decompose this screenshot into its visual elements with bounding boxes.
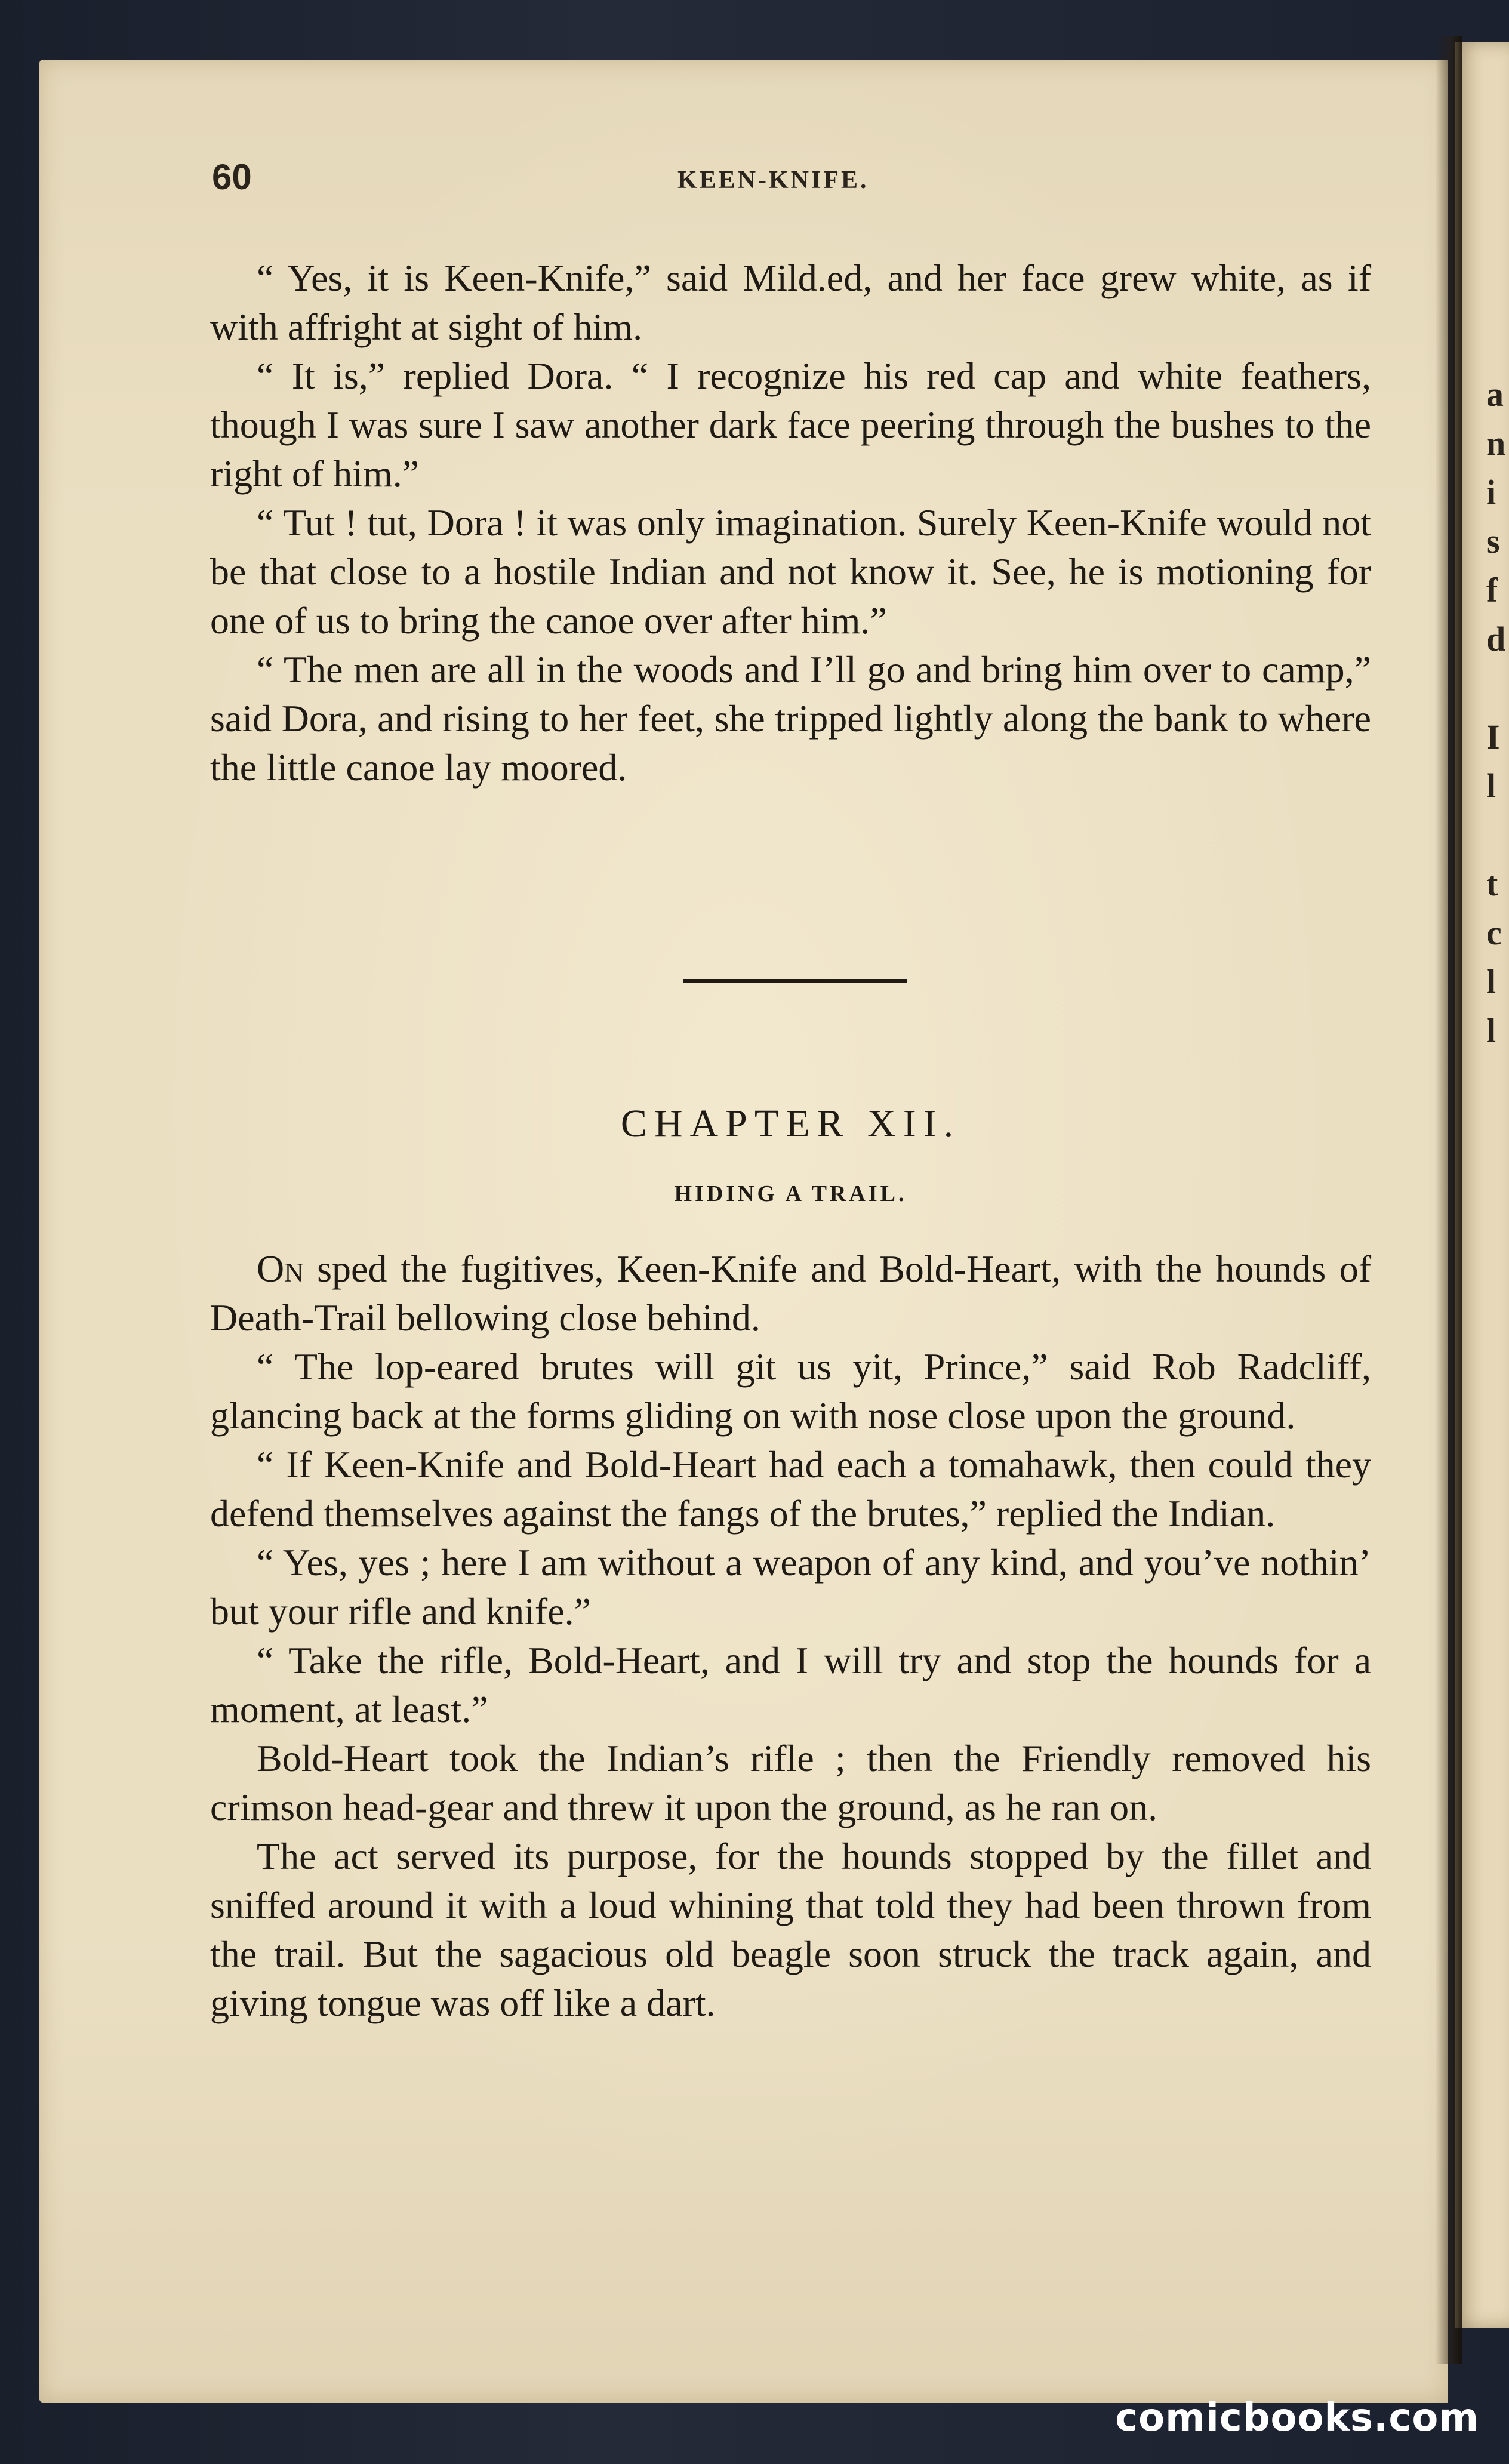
body-text-section-2 xyxy=(210,1245,1371,2028)
paragraph: “ It is,” replied Dora. “ I recognize his red cap and white feathers, though I was sure I saw another dark face peering through the bushes to the right of him.” xyxy=(210,355,1371,495)
body-text-section-1 xyxy=(210,254,1371,792)
paragraph: “ If Keen-Knife and Bold-Heart had each a tomahawk, then could they defend themselves against the fangs of the brutes,” replied the Indian. xyxy=(210,1443,1371,1535)
page-gutter-shadow xyxy=(1436,36,1462,2364)
paragraph: “ Yes, it is Keen-Knife,” said Mild.ed, and her face grew white, as if with affright at sight of him. xyxy=(210,257,1371,348)
paragraph: “ The men are all in the woods and I’ll go and bring him over to camp,” said Dora, and rising to her feet, she tripped lightly along the bank to where the little canoe lay moored. xyxy=(210,648,1371,789)
paragraph: Bold-Heart took the Indian’s rifle ; then the Friendly removed his crimson head-gear and threw it upon the ground, as he ran on. xyxy=(210,1737,1371,1828)
paragraph: “ Tut ! tut, Dora ! it was only imagination. Surely Keen-Knife would not be that close to a hostile Indian and not know it. See, he is motioning for one of us to bring the canoe over after him.” xyxy=(210,501,1371,642)
chapter-heading: CHAPTER XII. xyxy=(620,1102,961,1145)
page-number: 60 xyxy=(212,157,252,197)
paragraph: “ Yes, yes ; here I am without a weapon of any kind, and you’ve nothin’ but your rifle and knife.” xyxy=(210,1541,1371,1633)
facing-letter: f xyxy=(1486,571,1498,609)
facing-letter: l xyxy=(1486,1011,1496,1050)
watermark: comicbooks.com xyxy=(1115,2396,1479,2440)
facing-letter: l xyxy=(1486,962,1496,1001)
paragraph: “ Take the rifle, Bold-Heart, and I will try and stop the hounds for a moment, at least.” xyxy=(210,1639,1371,1730)
section-divider-rule xyxy=(683,979,907,983)
paragraph-text: sped the fugitives, Keen-Knife and Bold-Heart, with the hounds of Death-Trail bellowing close behind. xyxy=(210,1248,1371,1339)
facing-letter: d xyxy=(1486,620,1506,658)
opening-word: On xyxy=(257,1248,304,1290)
facing-letter xyxy=(1486,811,1509,860)
running-title: KEEN-KNIFE. xyxy=(677,167,869,194)
paragraph: The act served its purpose, for the hounds stopped by the fillet and sniffed around it with a loud whining that told they had been thrown from the trail. But the sagacious old beagle soon struck the track again, and giving tongue was off like a dart. xyxy=(210,1835,1371,2024)
facing-letter: n xyxy=(1486,424,1506,463)
facing-page-text xyxy=(1486,370,1509,1055)
facing-letter: I xyxy=(1486,717,1500,756)
chapter-subtitle: HIDING A TRAIL. xyxy=(674,1181,907,1206)
facing-letter: c xyxy=(1486,913,1502,952)
paragraph xyxy=(210,1245,1371,1342)
facing-letter: t xyxy=(1486,864,1498,903)
facing-letter: l xyxy=(1486,766,1496,805)
facing-letter xyxy=(1486,664,1509,713)
facing-letter: i xyxy=(1486,473,1496,512)
facing-letter: s xyxy=(1486,522,1500,560)
paragraph: “ The lop-eared brutes will git us yit, Prince,” said Rob Radcliff, glancing back at the forms gliding on with nose close upon the ground. xyxy=(210,1345,1371,1437)
running-head xyxy=(212,156,1370,204)
facing-letter: a xyxy=(1486,375,1504,414)
